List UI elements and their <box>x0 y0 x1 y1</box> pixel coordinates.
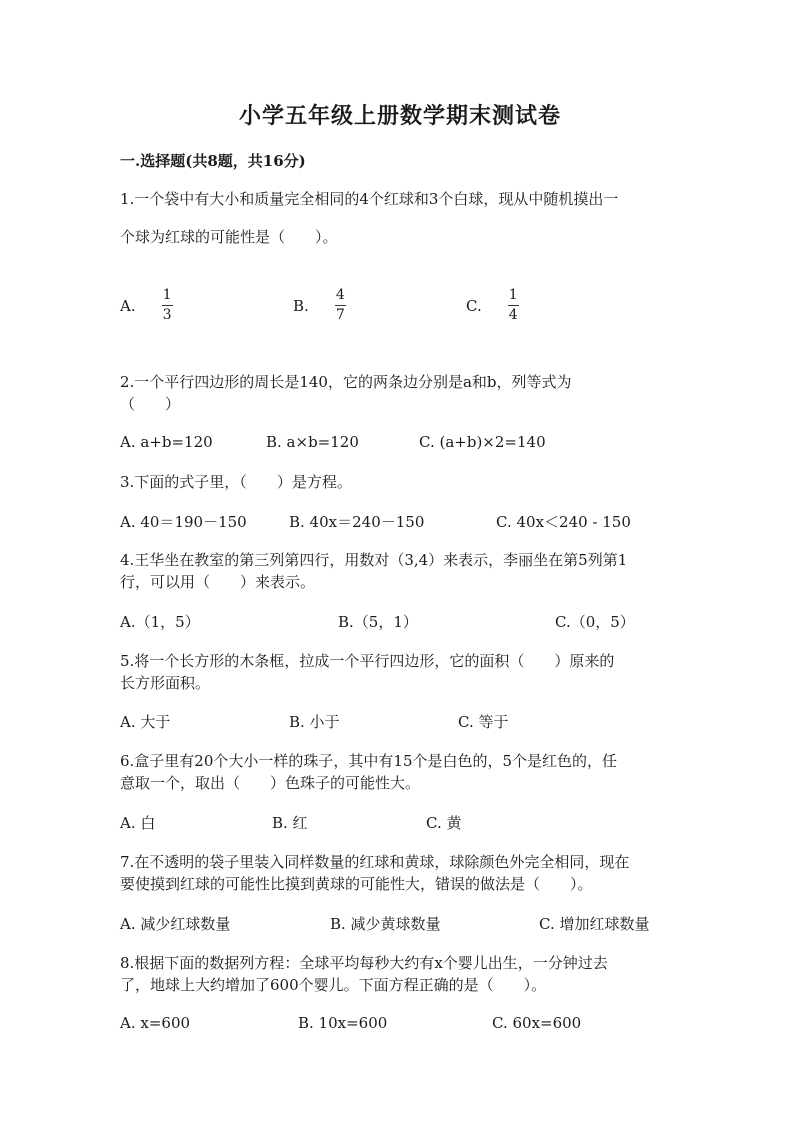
question-8-option-b[interactable]: B. 10x=600 <box>298 1014 388 1032</box>
fraction-numerator: 4 <box>335 287 345 303</box>
section-heading: 一.选择题(共8题，共16分) <box>120 152 306 170</box>
question-4-option-c[interactable]: C.（0，5） <box>555 613 635 631</box>
question-2-line-2: （ ） <box>120 395 181 413</box>
fraction <box>508 288 519 323</box>
option-label: A. <box>120 296 136 315</box>
question-5-option-a[interactable]: A. 大于 <box>120 713 171 731</box>
question-5-line-2: 长方形面积。 <box>120 674 211 692</box>
question-4-line-2: 行，可以用（ ）来表示。 <box>120 573 316 591</box>
question-2-option-a[interactable]: A. a+b=120 <box>120 433 213 451</box>
fraction-bar <box>162 305 173 306</box>
fraction-denominator: 3 <box>162 307 172 323</box>
question-8-option-c[interactable]: C. 60x=600 <box>492 1014 582 1032</box>
question-5-line-1: 5.将一个长方形的木条框，拉成一个平行四边形，它的面积（ ）原来的 <box>120 652 615 670</box>
page-title: 小学五年级上册数学期末测试卷 <box>238 103 561 129</box>
question-3-line-1: 3.下面的式子里，（ ）是方程。 <box>120 473 352 491</box>
fraction-denominator: 4 <box>508 307 518 323</box>
question-8-line-2: 了，地球上大约增加了600个婴儿。下面方程正确的是（ ）。 <box>120 976 547 994</box>
fraction <box>335 288 346 323</box>
question-4-line-1: 4.王华坐在教室的第三列第四行，用数对（3,4）来表示，李丽坐在第5列第1 <box>120 551 628 569</box>
question-1-option-c[interactable] <box>466 288 519 323</box>
question-1-line-1: 1.一个袋中有大小和质量完全相同的4个红球和3个白球，现从中随机摸出一 <box>120 190 619 208</box>
question-1-option-a[interactable] <box>120 288 173 323</box>
question-8-line-1: 8.根据下面的数据列方程：全球平均每秒大约有x个婴儿出生，一分钟过去 <box>120 954 608 972</box>
fraction-bar <box>508 305 519 306</box>
question-4-option-a[interactable]: A.（1，5） <box>120 613 200 631</box>
question-1-option-b[interactable] <box>293 288 346 323</box>
question-4-option-b[interactable]: B.（5，1） <box>338 613 418 631</box>
question-2-option-c[interactable]: C. (a+b)×2=140 <box>419 433 546 451</box>
question-6-option-b[interactable]: B. 红 <box>272 814 308 832</box>
fraction-numerator: 1 <box>162 287 172 303</box>
question-7-option-c[interactable]: C. 增加红球数量 <box>539 915 650 933</box>
question-5-option-b[interactable]: B. 小于 <box>289 713 340 731</box>
question-5-option-c[interactable]: C. 等于 <box>458 713 509 731</box>
fraction-numerator: 1 <box>508 287 518 303</box>
question-3-option-b[interactable]: B. 40x＝240－150 <box>289 513 425 531</box>
question-6-option-c[interactable]: C. 黄 <box>426 814 462 832</box>
question-7-line-2: 要使摸到红球的可能性比摸到黄球的可能性大，错误的做法是（ ）。 <box>120 875 593 893</box>
question-7-line-1: 7.在不透明的袋子里装入同样数量的红球和黄球，球除颜色外完全相同，现在 <box>120 853 630 871</box>
question-3-option-c[interactable]: C. 40x＜240 - 150 <box>496 513 631 531</box>
option-label: B. <box>293 296 309 315</box>
fraction <box>162 288 173 323</box>
question-6-line-1: 6.盒子里有20个大小一样的珠子，其中有15个是白色的，5个是红色的，任 <box>120 752 618 770</box>
fraction-bar <box>335 305 346 306</box>
question-2-option-b[interactable]: B. a×b=120 <box>266 433 359 451</box>
question-7-option-b[interactable]: B. 减少黄球数量 <box>330 915 441 933</box>
option-label: C. <box>466 296 482 315</box>
question-7-option-a[interactable]: A. 减少红球数量 <box>120 915 231 933</box>
question-6-line-2: 意取一个，取出（ ）色珠子的可能性大。 <box>120 774 421 792</box>
question-3-option-a[interactable]: A. 40＝190－150 <box>120 513 247 531</box>
question-8-option-a[interactable]: A. x=600 <box>120 1014 191 1032</box>
question-2-line-1: 2.一个平行四边形的周长是140，它的两条边分别是a和b，列等式为 <box>120 373 572 391</box>
fraction-denominator: 7 <box>335 307 345 323</box>
question-6-option-a[interactable]: A. 白 <box>120 814 156 832</box>
question-1-line-2: 个球为红球的可能性是（ ）。 <box>120 228 338 246</box>
